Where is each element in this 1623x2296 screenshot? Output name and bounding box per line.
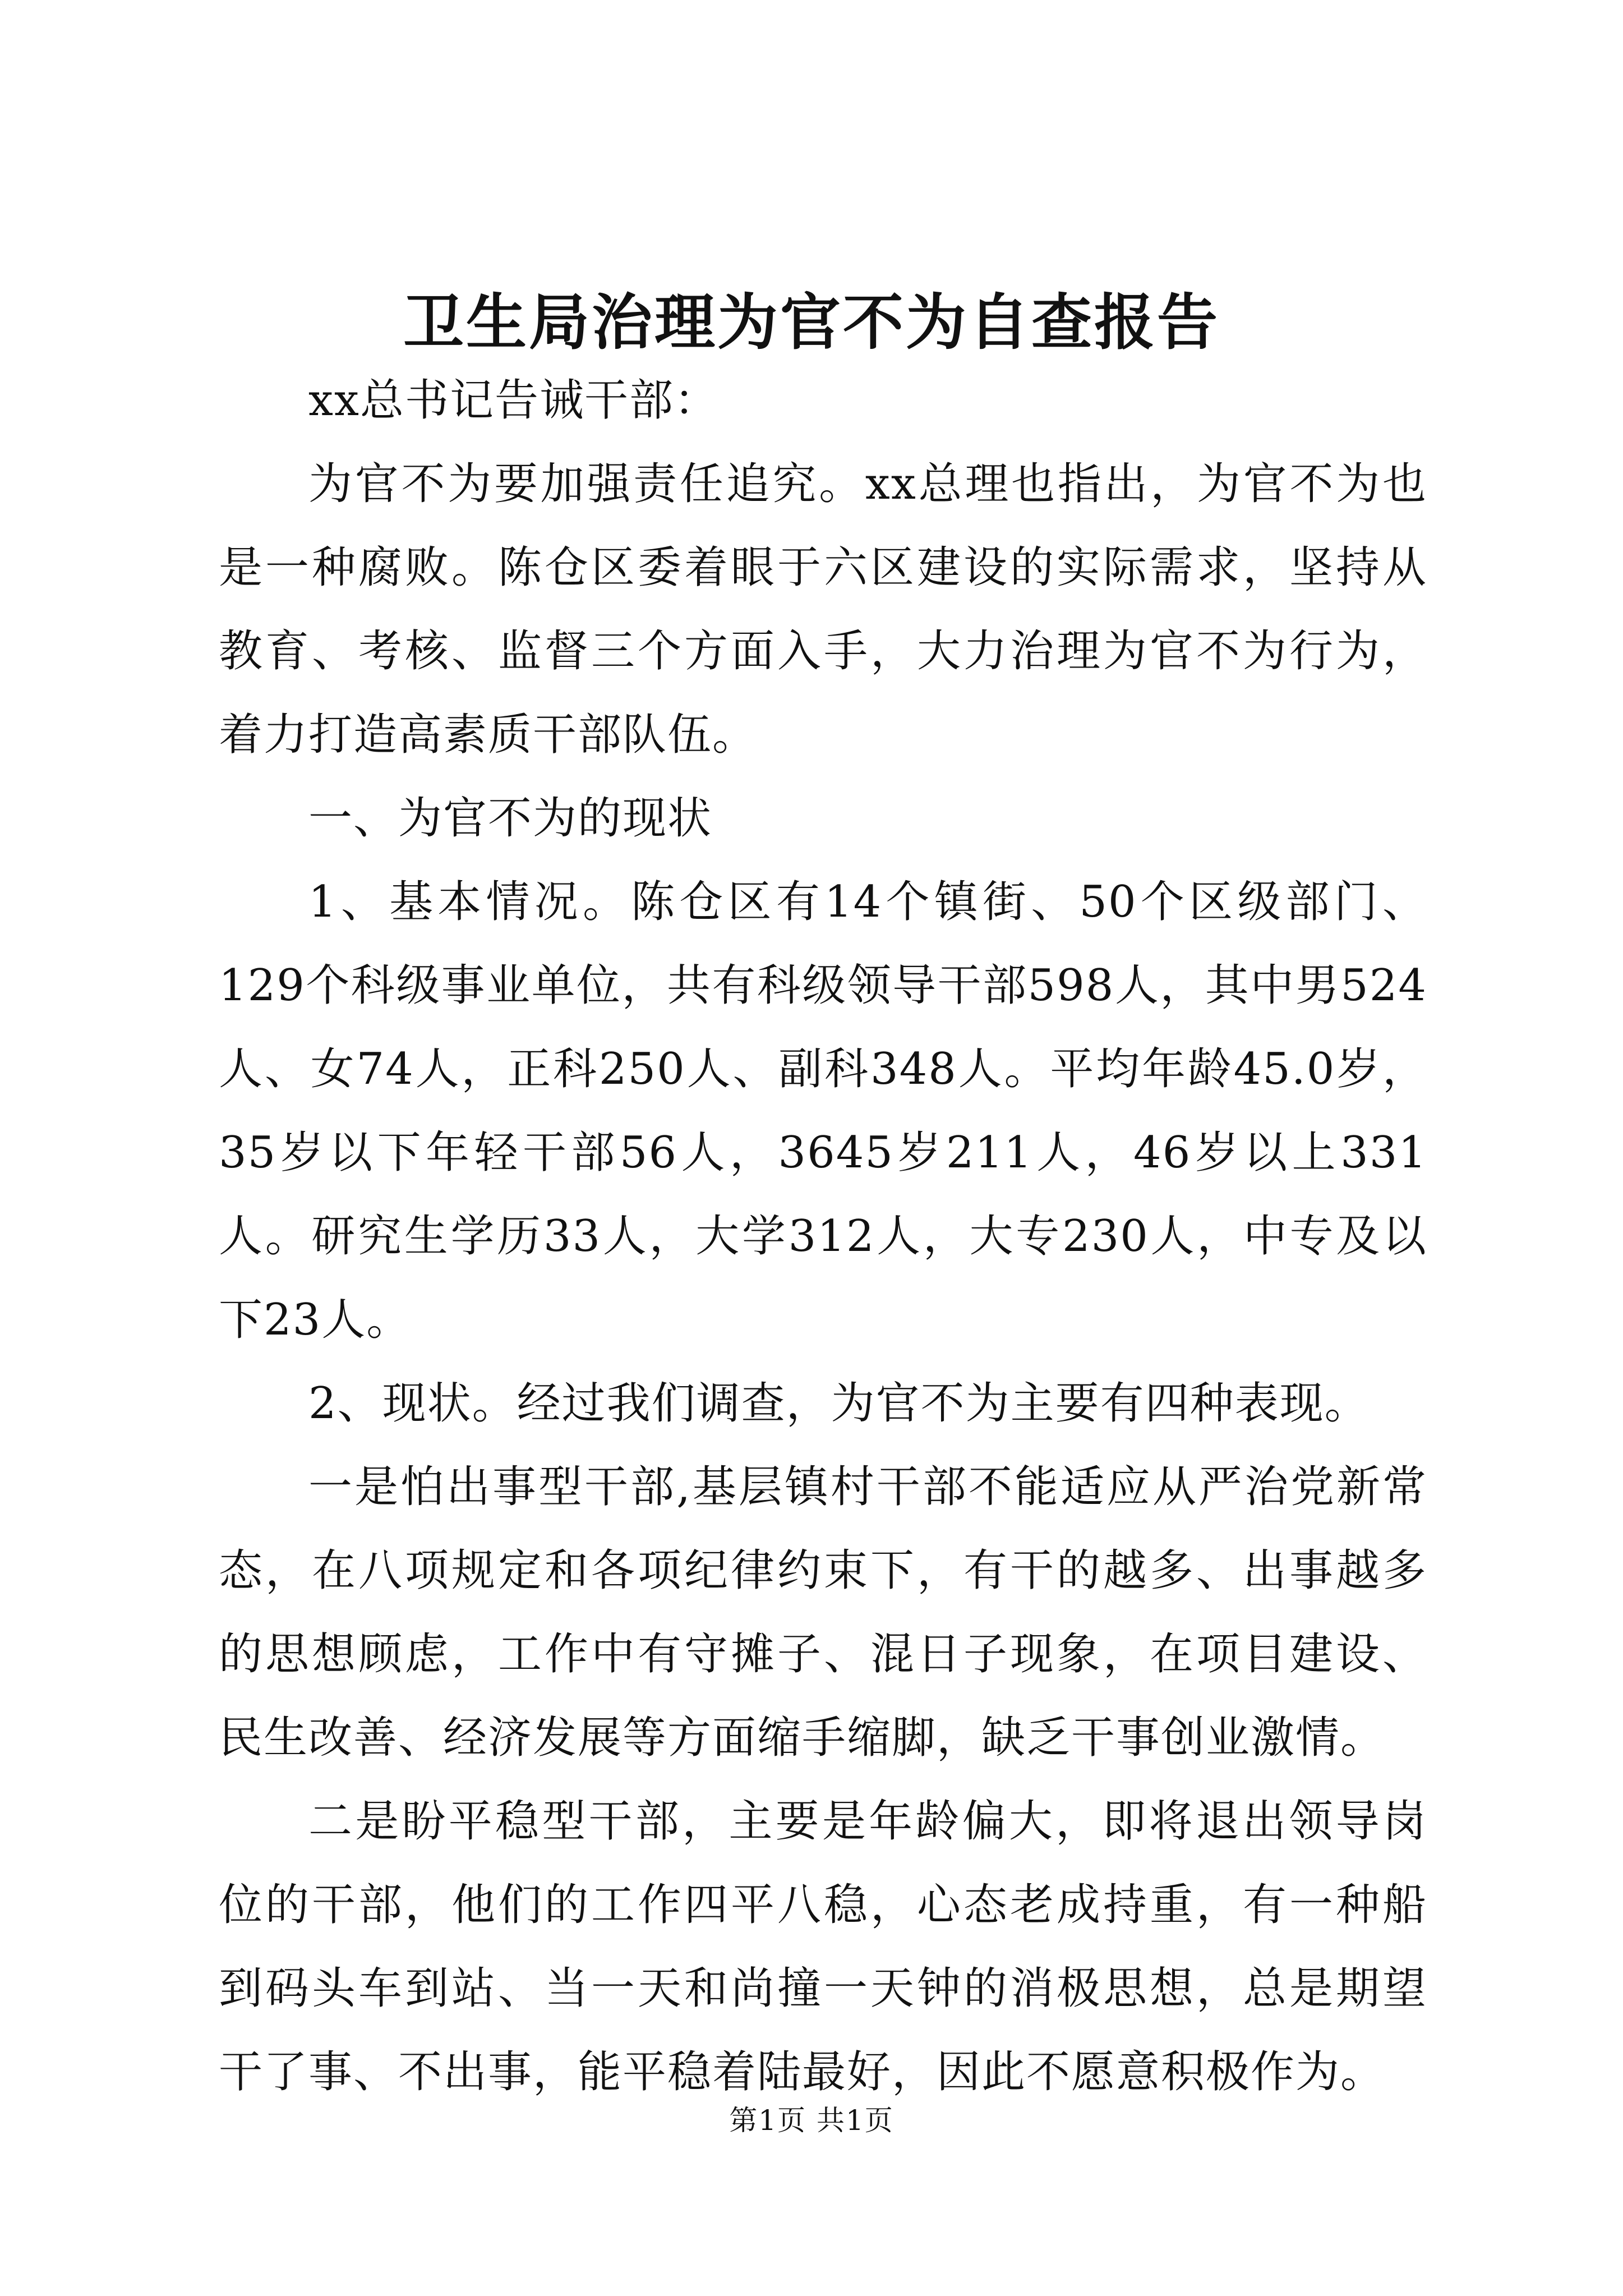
paragraph: 二是盼平稳型干部，主要是年龄偏大，即将退出领导岗位的干部，他们的工作四平八稳，心态老成持重，有一种船到码头车到站、当一天和尚撞一天钟的消极思想，总是期望干了事、不出事，能平稳着陆最好，因此不愿意积极作为。: [219, 1796, 1427, 2097]
paragraph: xx总书记告诫干部：: [308, 375, 719, 426]
paragraph: 2、现状。经过我们调查，为官不为主要有四种表现。: [308, 1378, 1370, 1429]
paragraph: 一是怕出事型干部,基层镇村干部不能适应从严治党新常态，在八项规定和各项纪律约束下，有干的越多、出事越多的思想顾虑，工作中有守摊子、混日子现象，在项目建设、民生改善、经济发展等方面缩手缩脚，缺乏干事创业激情。: [219, 1462, 1427, 1763]
paragraph: 1、基本情况。陈仓区有14个镇街、50个区级部门、129个科级事业单位，共有科级领导干部598人，其中男524人、女74人，正科250人、副科348人。平均年龄45.0岁，35岁以下年轻干部56人，3645岁211人，46岁以上331人。研究生学历33人，大学312人，大专230人，中专及以下23人。: [219, 877, 1427, 1345]
document-title: 卫生局治理为官不为自查报告: [403, 287, 1220, 358]
document-body: [219, 359, 1427, 2114]
section-heading: 一、为官不为的现状: [308, 793, 713, 844]
paragraph: 为官不为要加强责任追究。xx总理也指出，为官不为也是一种腐败。陈仓区委着眼于六区建设的实际需求，坚持从教育、考核、监督三个方面入手，大力治理为官不为行为，着力打造高素质干部队伍。: [219, 459, 1427, 760]
page-footer: 第1页 共1页: [729, 2104, 894, 2137]
